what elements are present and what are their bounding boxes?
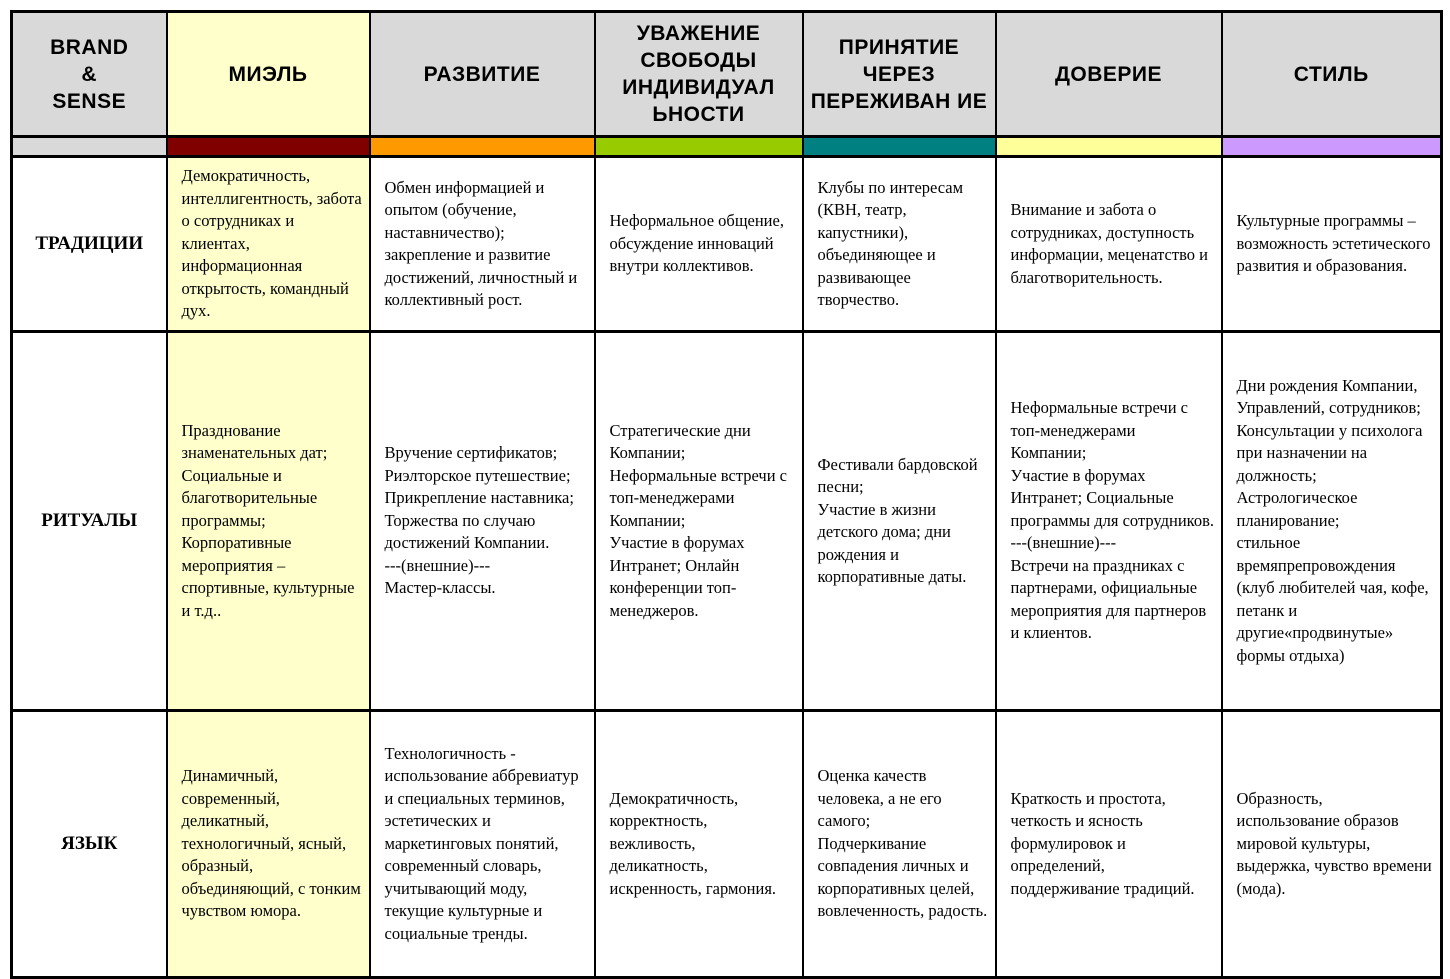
column-header-style: СТИЛЬ <box>1222 12 1442 137</box>
column-header-trust: ДОВЕРИЕ <box>996 12 1222 137</box>
column-header-respect: УВАЖЕНИЕ СВОБОДЫ ИНДИВИДУАЛ ЬНОСТИ <box>595 12 803 137</box>
table-cell: Внимание и забота о сотрудниках, доступность информации, меценатство и благотворительность. <box>996 157 1222 332</box>
table-cell: Неформальное общение, обсуждение инноваций внутри коллективов. <box>595 157 803 332</box>
brand-sense-header: BRAND & SENSE <box>12 12 167 137</box>
table-row-traditions <box>12 157 1442 332</box>
color-strip-miel <box>167 137 370 157</box>
column-header-miel: МИЭЛЬ <box>167 12 370 137</box>
brand-matrix-table <box>10 10 1443 979</box>
table-row-language <box>12 711 1442 978</box>
color-strip-row <box>12 137 1442 157</box>
table-cell: Демократичность, корректность, вежливость, деликатность, искренность, гармония. <box>595 711 803 978</box>
header-row <box>12 12 1442 137</box>
color-strip-acceptance <box>803 137 996 157</box>
table-cell: Демократичность, интеллигентность, забота о сотрудниках и клиентах, информационная открытость, командный дух. <box>167 157 370 332</box>
table-cell: Фестивали бардовской песни; Участие в жизни детского дома; дни рождения и корпоративные даты. <box>803 332 996 711</box>
column-header-development: РАЗВИТИЕ <box>370 12 595 137</box>
color-strip-respect <box>595 137 803 157</box>
table-cell: Культурные программы – возможность эстетического развития и образования. <box>1222 157 1442 332</box>
table-cell: Дни рождения Компании, Управлений, сотрудников; Консультации у психолога при назначении на должность; Астрологическое планирование; стильное времяпрепровождения (клуб любителей чая, кофе, петанк и другие«продвинутые» формы отдыха) <box>1222 332 1442 711</box>
table-cell: Обмен информацией и опытом (обучение, наставничество); закрепление и развитие достижений, личностный и коллективный рост. <box>370 157 595 332</box>
table-cell: Краткость и простота, четкость и ясность формулировок и определений, поддерживание традиций. <box>996 711 1222 978</box>
table-row-rituals <box>12 332 1442 711</box>
table-cell: Динамичный, современный, деликатный, технологичный, ясный, образный, объединяющий, с тонким чувством юмора. <box>167 711 370 978</box>
color-strip-trust <box>996 137 1222 157</box>
table-cell: Стратегические дни Компании; Неформальные встречи с топ-менеджерами Компании; Участие в форумах Интранет; Онлайн конференции топ-менеджеров. <box>595 332 803 711</box>
table-cell: Празднование знаменательных дат; Социальные и благотворительные программы; Корпоративные мероприятия – спортивные, культурные и т.д.. <box>167 332 370 711</box>
table-cell: Клубы по интересам (КВН, театр, капустники), объединяющее и развивающее творчество. <box>803 157 996 332</box>
table-cell: Образность, использование образов мировой культуры, выдержка, чувство времени (мода). <box>1222 711 1442 978</box>
row-header-rituals: РИТУАЛЫ <box>12 332 167 711</box>
table-cell: Технологичность - использование аббревиатур и специальных терминов, эстетических и маркетинговых понятий, современный словарь, учитывающий моду, текущие культурные и социальные тренды. <box>370 711 595 978</box>
row-header-traditions: ТРАДИЦИИ <box>12 157 167 332</box>
color-strip-brand <box>12 137 167 157</box>
color-strip-development <box>370 137 595 157</box>
table-cell: Неформальные встречи с топ-менеджерами Компании; Участие в форумах Интранет; Социальные программы для сотрудников. ---(внешние)--- Встречи на праздниках с партнерами, официальные мероприятия для партнеров и клиентов. <box>996 332 1222 711</box>
column-header-acceptance: ПРИНЯТИЕ ЧЕРЕЗ ПЕРЕЖИВАН ИЕ <box>803 12 996 137</box>
row-header-language: ЯЗЫК <box>12 711 167 978</box>
table-cell: Оценка качеств человека, а не его самого; Подчеркивание совпадения личных и корпоративных целей, вовлеченность, радость. <box>803 711 996 978</box>
color-strip-style <box>1222 137 1442 157</box>
table-cell: Вручение сертификатов; Риэлторское путешествие; Прикрепление наставника; Торжества по случаю достижений Компании. ---(внешние)--- Мастер-классы. <box>370 332 595 711</box>
